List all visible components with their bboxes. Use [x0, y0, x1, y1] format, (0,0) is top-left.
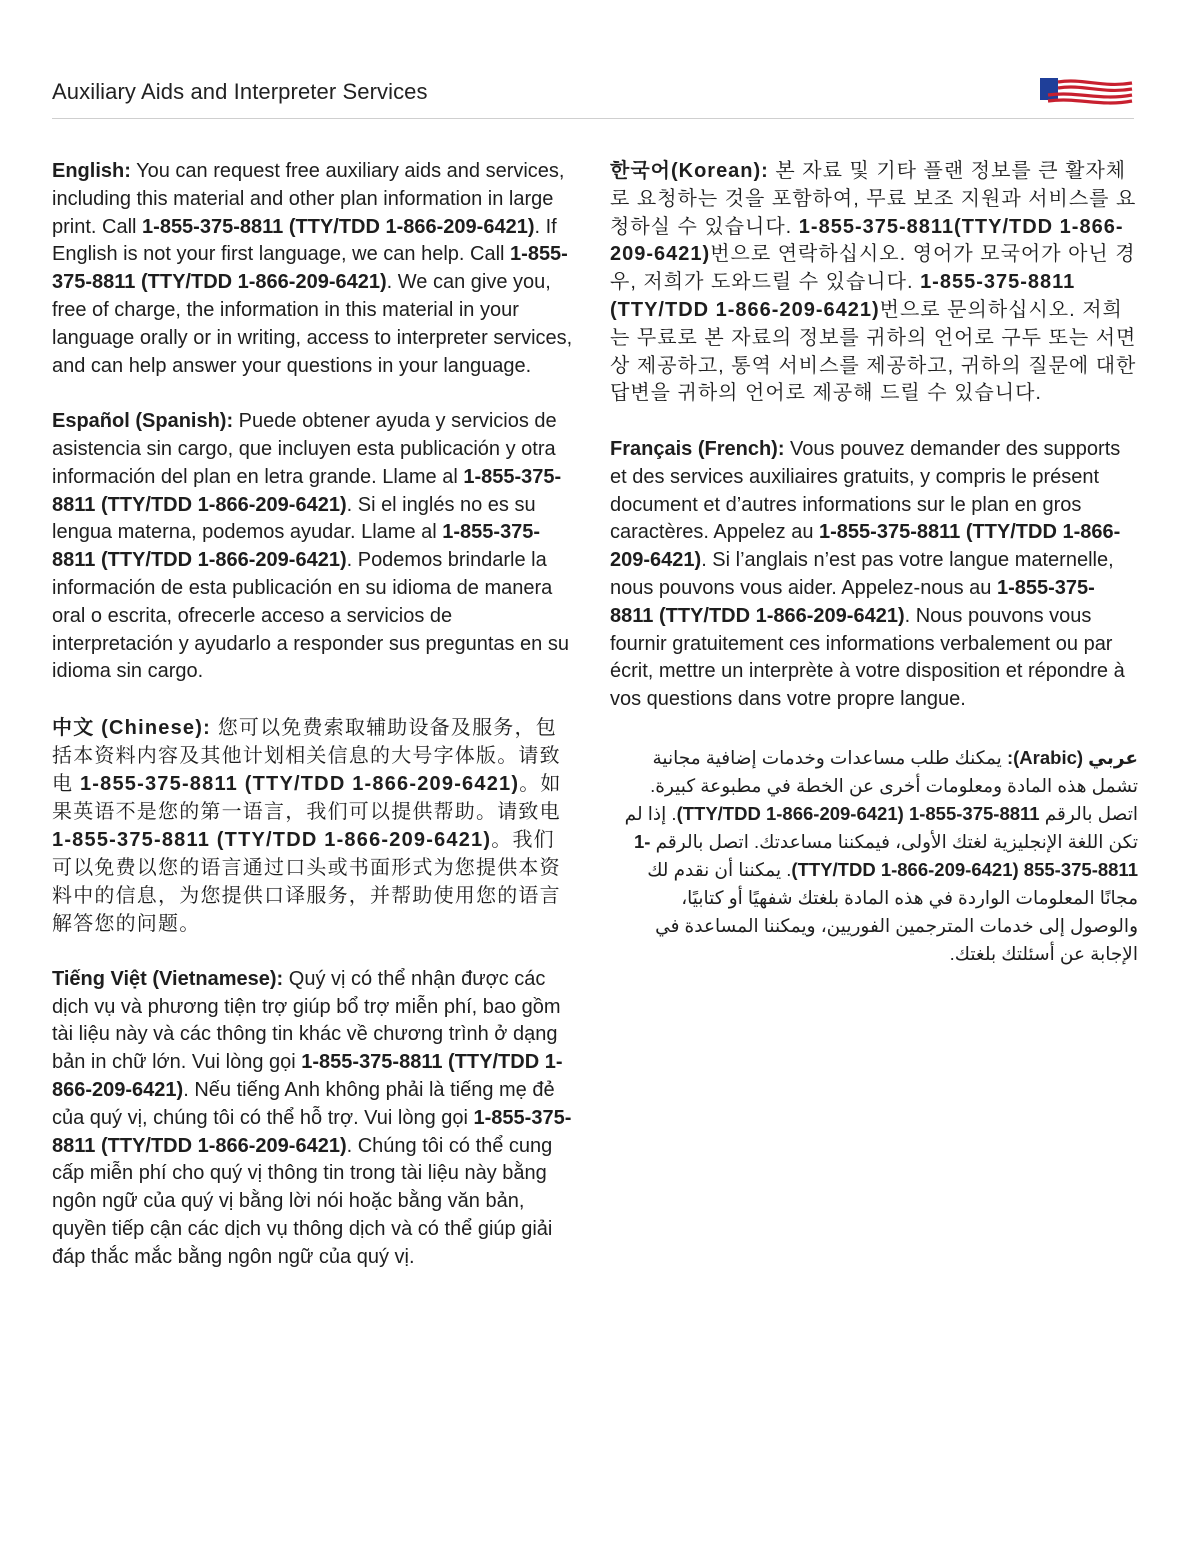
arabic-text-3: . يمكننا أن نقدم لك مجانًا المعلومات الواردة في هذه المادة بلغتك شفهيًا أو كتابيًا، والوصول إلى خدمات المترجمين الفوريين، ويمكننا المساعدة في الإجابة عن أسئلتك بلغتك. [647, 858, 1138, 964]
phone-number: 1-855-375-8811 [920, 271, 1076, 294]
chinese-text-3: 。我们可以免费以您的语言通过口头或书面形式为您提供本资料中的信息，为您提供口译服务，并帮助使用您的语言解答您的问题。 [52, 828, 561, 935]
tty-number: (TTY/TDD 1-866-209-6421) [100, 493, 347, 516]
korean-text-2: 번으로 연락하십시오. 영어가 모국어가 아닌 경우, 저희가 도와드릴 수 있습니다. [610, 243, 1136, 294]
english-text-2: . If English is not your first language, we can help. Call [52, 215, 557, 266]
phone-number: 1-855-375-8811 [610, 576, 1095, 627]
spanish-text-1: Puede obtener ayuda y servicios de asistencia sin cargo, que incluyen esta publicación y otra información del plan en letra grande. Llame al [52, 410, 557, 488]
tty-number: (TTY/TDD 1-866-209-6421) [244, 772, 520, 795]
tty-number: (TTY/TDD 1-866-209-6421) [676, 802, 904, 824]
tty-number: (TTY/TDD 1-866-209-6421) [100, 1134, 347, 1157]
tty-number: (TTY/TDD 1-866-209-6421) [100, 549, 347, 572]
arabic-text-2: . إذا لم تكن اللغة الإنجليزية لغتك الأولى، فيمكننا مساعدتك. اتصل بالرقم [624, 802, 1138, 852]
phone-number: 1-855-375-8811 [908, 802, 1040, 824]
chinese-label: 中文 (Chinese): [52, 716, 211, 739]
phone-number: 1-855-375-8811 [52, 243, 568, 294]
us-flag-logo-icon [1038, 74, 1134, 108]
tty-number: (TTY/TDD 1-866-209-6421) [610, 298, 880, 321]
tty-number: (TTY/TDD 1-866-209-6421) [791, 858, 1019, 880]
tty-number: (TTY/TDD 1-866-209-6421) [52, 1051, 563, 1101]
tty-number: (TTY/TDD 1-866-209-6421) [610, 521, 1121, 572]
spanish-label: Español (Spanish): [52, 410, 234, 433]
korean-label: 한국어(Korean): [610, 160, 769, 182]
left-column [52, 158, 574, 1299]
korean-text-3: 번으로 문의하십시오. 저희는 무료로 본 자료의 정보를 귀하의 언어로 구두 또는 서면상 제공하고, 통역 서비스를 제공하고, 귀하의 질문에 대한 답변을 귀하의 언어로 제공해 드릴 수 있습니다. [610, 298, 1137, 405]
right-column [610, 158, 1138, 996]
spanish-paragraph [52, 408, 574, 686]
page-header [52, 74, 1134, 119]
french-text-3: . Nous pouvons vous fournir gratuitement ces informations verbalement ou par écrit, mettre un interprète à votre disposition et répondre à vos questions dans votre propre langue. [610, 604, 1125, 711]
phone-number: 1-855-375-8811 [52, 521, 541, 572]
tty-number: (TTY/TDD 1-866-209-6421) [658, 604, 905, 627]
chinese-text-2: 。如果英语不是您的第一语言，我们可以提供帮助。请致电 [52, 772, 562, 823]
chinese-text-1: 您可以免费索取辅助设备及服务，包括本资料内容及其他计划相关信息的大号字体版。请致电 [52, 716, 561, 795]
french-text-1: Vous pouvez demander des supports et des services auxiliaires gratuits, y compris le présent document et d’autres informations sur le plan en gros caractères. Appelez au [610, 437, 1121, 544]
english-paragraph [52, 158, 574, 380]
vietnamese-text-1: Quý vị có thể nhận được các dịch vụ và phương tiện trợ giúp bổ trợ miễn phí, bao gồm tài liệu này và các thông tin khác về chương trình ở dạng bản in chữ lớn. Vui lòng gọi [52, 967, 561, 1074]
vietnamese-label: Tiếng Việt (Vietnamese): [52, 967, 284, 990]
tty-number: (TTY/TDD 1-866-209-6421) [216, 828, 492, 851]
tty-number: (TTY/TDD 1-866-209-6421) [140, 271, 387, 294]
vietnamese-text-2: . Nếu tiếng Anh không phải là tiếng mẹ đẻ của quý vị, chúng tôi có thể hỗ trợ. Vui lòng gọi [52, 1078, 555, 1129]
phone-number: 1-855-375-8811 [301, 1051, 443, 1074]
tty-number: (TTY/TDD 1-866-209-6421) [610, 215, 1124, 266]
phone-number: 1-855-375-8811 [633, 830, 1138, 880]
vietnamese-text-3: . Chúng tôi có thể cung cấp miễn phí cho quý vị thông tin trong tài liệu này bằng ngôn ngữ của quý vị bằng lời nói hoặc bằng văn bản, quyền tiếp cận các dịch vụ thông dịch và có thể giúp giải đáp thắc mắc bằng ngôn ngữ của quý vị. [52, 1134, 553, 1268]
arabic-paragraph [610, 744, 1138, 968]
phone-number: 1-855-375-8811 [142, 215, 284, 238]
spanish-text-3: . Podemos brindarle la información de esta publicación en su idioma de manera oral o escrita, ofrecerle acceso a servicios de interpretación y ayudarlo a responder sus preguntas en su idioma sin cargo. [52, 549, 569, 683]
page-title: Auxiliary Aids and Interpreter Services [52, 79, 428, 104]
phone-number: 1-855-375-8811 [52, 828, 211, 851]
english-label: English: [52, 160, 131, 182]
tty-number: (TTY/TDD 1-866-209-6421) [288, 215, 535, 238]
chinese-paragraph [52, 714, 574, 938]
phone-number: 1-855-375-8811 [819, 521, 961, 544]
french-label: Français (French): [610, 437, 785, 460]
french-paragraph [610, 436, 1138, 714]
arabic-text-1: يمكنك طلب مساعدات وخدمات إضافية مجانية تشمل هذه المادة ومعلومات أخرى عن الخطة في مطبوعة كبيرة. اتصل بالرقم [650, 746, 1138, 824]
korean-text-1: 본 자료 및 기타 플랜 정보를 큰 활자체로 요청하는 것을 포함하여, 무료 보조 지원과 서비스를 요청하실 수 있습니다. [610, 160, 1137, 238]
arabic-label: عربي (Arabic): [1006, 746, 1138, 768]
english-text-3: . We can give you, free of charge, the information in this material in your language orally or in writing, access to interpreter services, and can help answer your questions in your language. [52, 271, 573, 377]
french-text-2: . Si l’anglais n’est pas votre langue maternelle, nous pouvons vous aider. Appelez-nous au [610, 549, 1114, 599]
english-text-1: You can request free auxiliary aids and services, including this material and other plan information in large print. Call [52, 160, 565, 238]
vietnamese-paragraph [52, 966, 574, 1272]
phone-number: 1-855-375-8811 [52, 1106, 572, 1157]
phone-number: 1-855-375-8811 [79, 772, 238, 795]
phone-number: 1-855-375-8811 [798, 215, 955, 238]
spanish-text-2: . Si el inglés no es su lengua materna, podemos ayudar. Llame al [52, 493, 536, 544]
korean-paragraph [610, 158, 1138, 408]
phone-number: 1-855-375-8811 [52, 465, 562, 516]
